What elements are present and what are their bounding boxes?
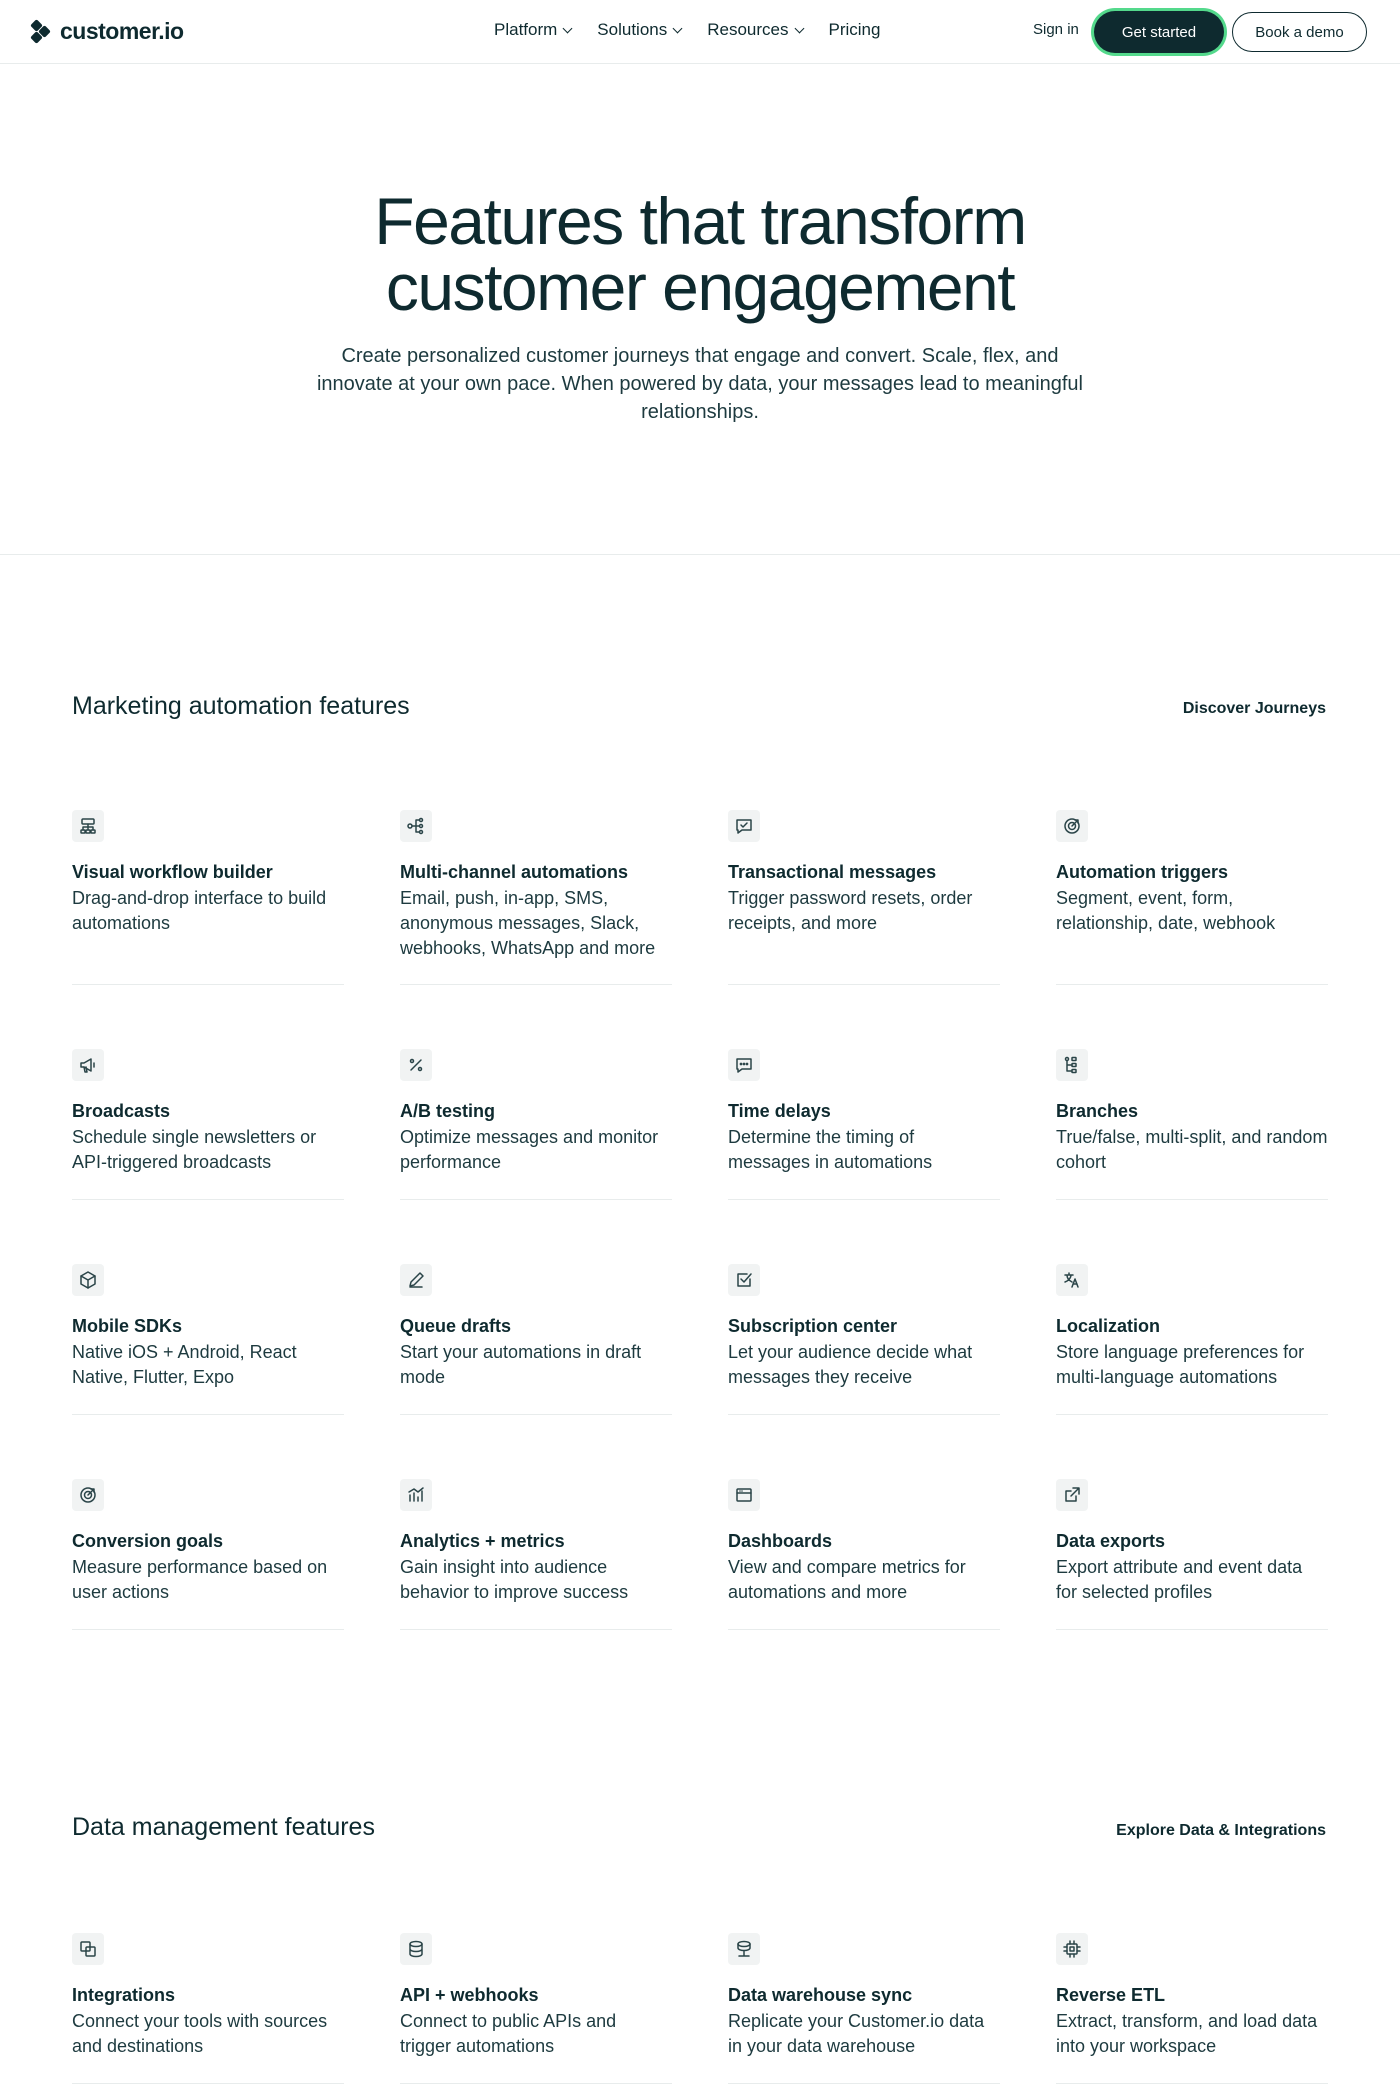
sign-in-link[interactable]: Sign in <box>1033 21 1079 38</box>
integrations-icon <box>72 1933 104 1965</box>
feature-description: Export attribute and event data for selected profiles <box>1056 1557 1303 1602</box>
section-title-marketing: Marketing automation features <box>72 692 410 720</box>
message-check-icon <box>728 810 760 842</box>
chevron-down-icon <box>673 23 683 33</box>
feature-title: Broadcasts <box>72 1101 171 1121</box>
feature-description: View and compare metrics for automations and more <box>728 1557 966 1602</box>
checkbox-icon <box>728 1264 760 1296</box>
feature-card[interactable] <box>1056 1049 1328 1175</box>
feature-card[interactable] <box>400 1049 672 1175</box>
card-divider <box>400 1629 672 1630</box>
main-menu <box>494 20 906 40</box>
megaphone-icon <box>72 1049 104 1081</box>
divider <box>0 554 1400 555</box>
feature-description: Connect to public APIs and trigger automations <box>400 2011 617 2056</box>
feature-title: Transactional messages <box>728 862 937 882</box>
goal-icon <box>72 1479 104 1511</box>
feature-description: Start your automations in draft mode <box>400 1342 642 1387</box>
feature-description: Replicate your Customer.io data in your data warehouse <box>728 2011 985 2056</box>
menu-resources[interactable] <box>707 20 802 40</box>
feature-description: Let your audience decide what messages they receive <box>728 1342 973 1387</box>
card-divider <box>1056 1199 1328 1200</box>
feature-title: Integrations <box>72 1985 176 2005</box>
feature-card[interactable] <box>728 1049 1000 1175</box>
get-started-button[interactable]: Get started <box>1094 11 1224 53</box>
feature-title: A/B testing <box>400 1101 496 1121</box>
feature-card[interactable] <box>72 1479 344 1605</box>
feature-card[interactable] <box>72 810 344 936</box>
feature-card[interactable] <box>1056 1264 1328 1390</box>
card-divider <box>72 1199 344 1200</box>
hero-title-line2: customer engagement <box>385 250 1015 324</box>
feature-description: Extract, transform, and load data into your workspace <box>1056 2011 1318 2056</box>
logo[interactable] <box>32 18 184 45</box>
card-divider <box>1056 984 1328 985</box>
menu-label: Solutions <box>597 20 668 39</box>
feature-card[interactable] <box>400 810 672 961</box>
card-divider <box>72 2083 344 2084</box>
workflow-icon <box>72 810 104 842</box>
card-divider <box>72 984 344 985</box>
hero-title <box>250 184 1150 324</box>
feature-title: Visual workflow builder <box>72 862 273 882</box>
feature-description: Gain insight into audience behavior to improve success <box>400 1557 629 1602</box>
hero-subtitle: Create personalized customer journeys that engage and convert. Scale, flex, and innovate at your own pace. When powered by data, your messages lead to meaningful relationships. <box>316 345 1083 423</box>
feature-title: Automation triggers <box>1056 862 1229 882</box>
feature-title: Multi-channel automations <box>400 862 629 882</box>
card-divider <box>728 1629 1000 1630</box>
target-icon <box>1056 810 1088 842</box>
export-icon <box>1056 1479 1088 1511</box>
chat-dots-icon <box>728 1049 760 1081</box>
feature-title: Subscription center <box>728 1316 898 1336</box>
feature-card[interactable] <box>728 1479 1000 1605</box>
feature-description: Store language preferences for multi-language automations <box>1056 1342 1305 1387</box>
feature-card[interactable] <box>400 1479 672 1605</box>
feature-description: Determine the timing of messages in automations <box>728 1127 933 1172</box>
feature-card[interactable] <box>728 1933 1000 2059</box>
card-divider <box>400 2083 672 2084</box>
multichannel-icon <box>400 810 432 842</box>
menu-solutions[interactable] <box>597 20 681 40</box>
warehouse-icon <box>728 1933 760 1965</box>
menu-label: Pricing <box>828 20 881 39</box>
chevron-down-icon <box>794 23 804 33</box>
feature-title: API + webhooks <box>400 1985 539 2005</box>
card-divider <box>728 2083 1000 2084</box>
feature-title: Data exports <box>1056 1531 1166 1551</box>
logo-text: customer.io <box>60 18 184 44</box>
feature-card[interactable] <box>728 810 1000 936</box>
branch-icon <box>1056 1049 1088 1081</box>
card-divider <box>728 1414 1000 1415</box>
feature-title: Data warehouse sync <box>728 1985 913 2005</box>
card-divider <box>728 1199 1000 1200</box>
explore-data-link[interactable]: Explore Data & Integrations <box>1116 1822 1326 1839</box>
menu-platform[interactable] <box>494 20 571 40</box>
feature-description: Schedule single newsletters or API-triggered broadcasts <box>72 1127 317 1172</box>
feature-card[interactable] <box>72 1933 344 2059</box>
feature-card[interactable] <box>1056 1479 1328 1605</box>
card-divider <box>400 1199 672 1200</box>
feature-description: Drag-and-drop interface to build automations <box>72 888 327 933</box>
feature-description: Native iOS + Android, React Native, Flutter, Expo <box>72 1342 297 1387</box>
card-divider <box>72 1414 344 1415</box>
feature-title: Reverse ETL <box>1056 1985 1166 2005</box>
feature-description: Email, push, in-app, SMS, anonymous messages, Slack, webhooks, WhatsApp and more <box>400 888 656 958</box>
card-divider <box>1056 1414 1328 1415</box>
feature-card[interactable] <box>400 1264 672 1390</box>
feature-description: Connect your tools with sources and destinations <box>72 2011 328 2056</box>
feature-title: Queue drafts <box>400 1316 512 1336</box>
feature-card[interactable] <box>400 1933 672 2059</box>
feature-description: Trigger password resets, order receipts, and more <box>728 888 973 933</box>
top-navigation <box>0 0 1400 64</box>
feature-title: Branches <box>1056 1101 1139 1121</box>
feature-card[interactable] <box>1056 1933 1328 2059</box>
percent-icon <box>400 1049 432 1081</box>
book-demo-button[interactable]: Book a demo <box>1232 12 1367 52</box>
feature-description: True/false, multi-split, and random cohort <box>1056 1127 1328 1172</box>
translate-icon <box>1056 1264 1088 1296</box>
feature-card[interactable] <box>1056 810 1328 936</box>
feature-card[interactable] <box>728 1264 1000 1390</box>
section-title-data-management: Data management features <box>72 1813 375 1841</box>
card-divider <box>728 984 1000 985</box>
feature-title: Time delays <box>728 1101 831 1121</box>
database-icon <box>400 1933 432 1965</box>
feature-description: Optimize messages and monitor performance <box>400 1127 659 1172</box>
feature-title: Conversion goals <box>72 1531 224 1551</box>
card-divider <box>400 1414 672 1415</box>
feature-title: Localization <box>1056 1316 1161 1336</box>
pencil-icon <box>400 1264 432 1296</box>
feature-title: Analytics + metrics <box>400 1531 565 1551</box>
browser-icon <box>728 1479 760 1511</box>
logo-mark-icon <box>32 21 52 43</box>
hero-title-line1: Features that transform <box>374 184 1026 258</box>
card-divider <box>400 984 672 985</box>
chevron-down-icon <box>563 23 573 33</box>
card-divider <box>1056 2083 1328 2084</box>
menu-label: Resources <box>707 20 789 39</box>
menu-label: Platform <box>494 20 558 39</box>
feature-title: Mobile SDKs <box>72 1316 183 1336</box>
menu-pricing[interactable] <box>829 20 881 40</box>
card-divider <box>1056 1629 1328 1630</box>
cube-icon <box>72 1264 104 1296</box>
analytics-icon <box>400 1479 432 1511</box>
feature-card[interactable] <box>72 1264 344 1390</box>
feature-title: Dashboards <box>728 1531 833 1551</box>
discover-journeys-link[interactable]: Discover Journeys <box>1182 700 1326 717</box>
card-divider <box>72 1629 344 1630</box>
feature-description: Measure performance based on user actions <box>72 1557 328 1602</box>
feature-description: Segment, event, form, relationship, date, webhook <box>1056 888 1276 933</box>
feature-card[interactable] <box>72 1049 344 1175</box>
chip-icon <box>1056 1933 1088 1965</box>
